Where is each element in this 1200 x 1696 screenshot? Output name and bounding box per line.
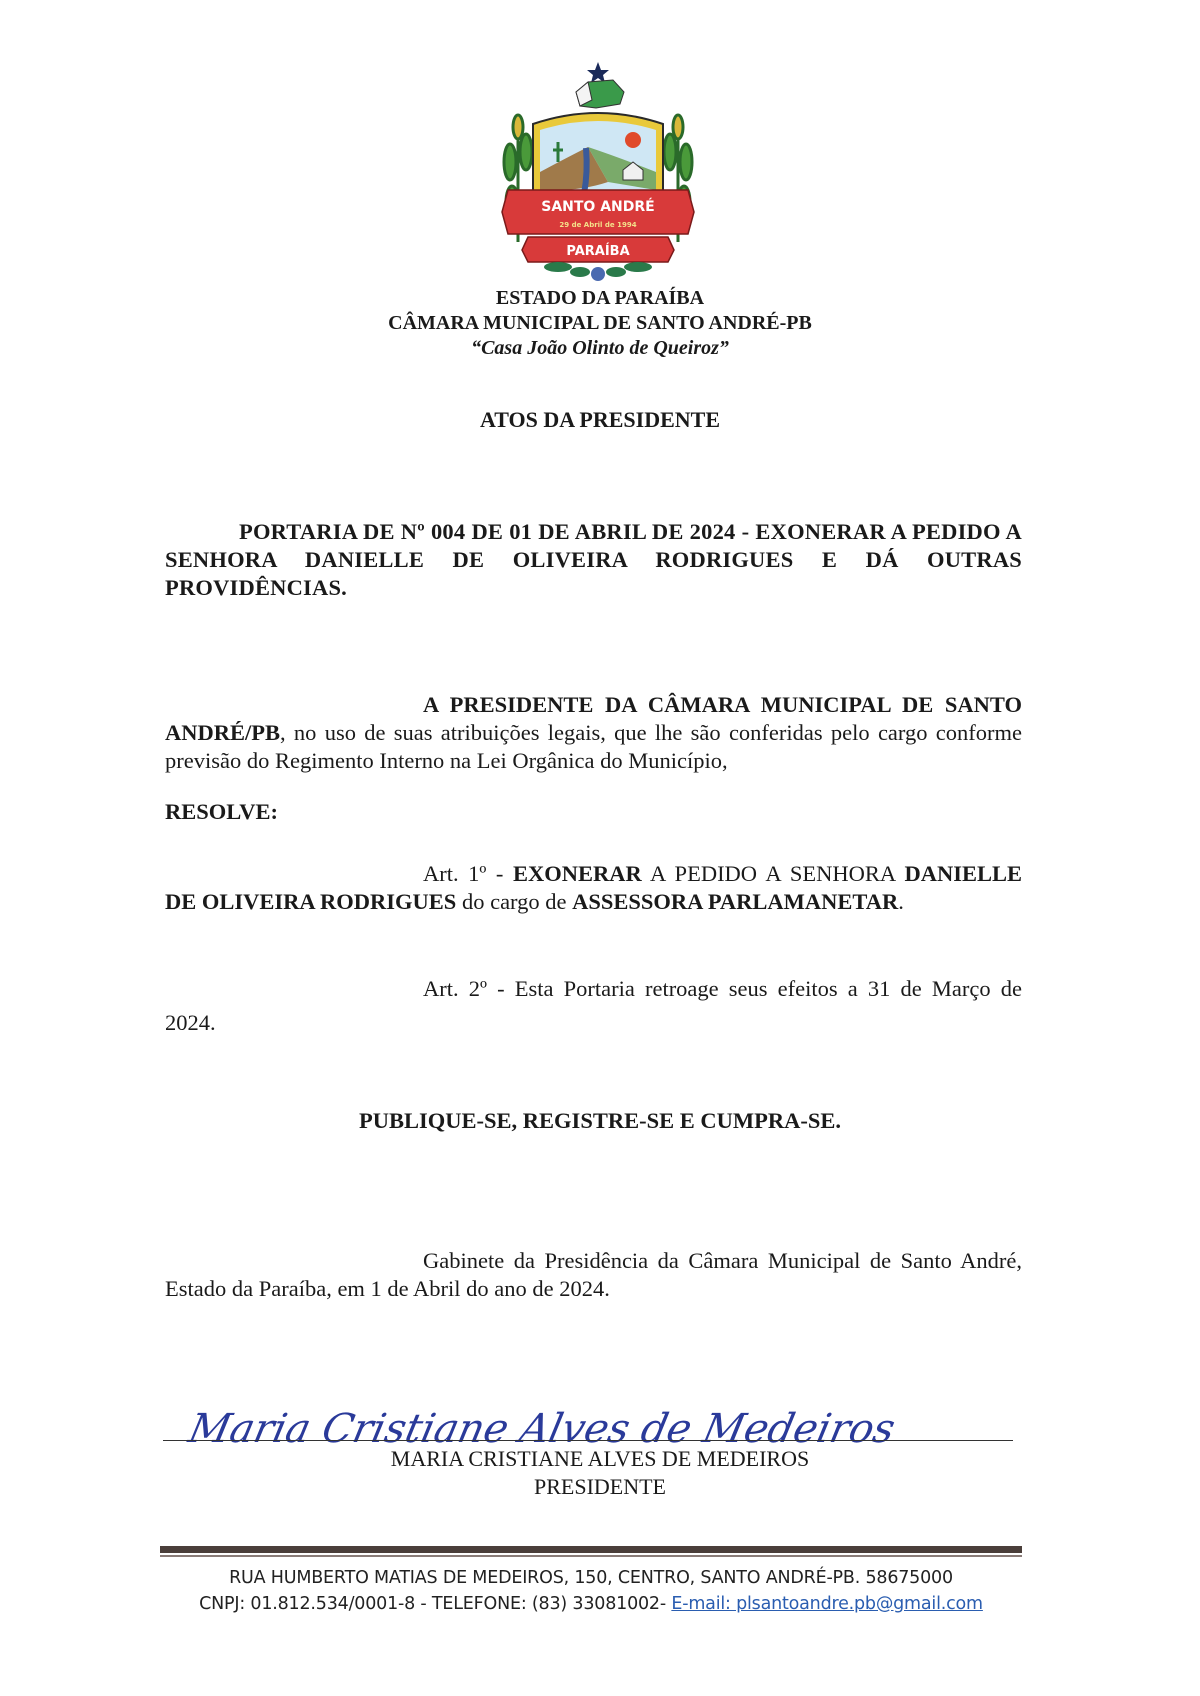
preamble-text: , no uso de suas atribuições legais, que lhe são conferidas pelo cargo conforme previsão do Regimento Interno na Lei Orgânica do Município,	[165, 720, 1022, 773]
header-house-name: “Casa João Olinto de Queiroz”	[471, 337, 729, 359]
closing-paragraph: Gabinete da Presidência da Câmara Municipal de Santo André, Estado da Paraíba, em 1 de Abril do ano de 2024.	[165, 1248, 1022, 1301]
svg-text:Maria Cristiane Alves de Medei: Maria Cristiane Alves de Medeiros	[184, 1404, 900, 1452]
header-state: ESTADO DA PARAÍBA	[495, 287, 705, 309]
preamble	[165, 691, 1022, 775]
crest-banner-state: PARAÍBA	[566, 244, 630, 259]
crest-banner-date: 29 de Abril de 1994	[559, 221, 637, 229]
portaria-title: PORTARIA DE Nº 004 DE 01 DE ABRIL DE 2024 - EXONERAR A PEDIDO A SENHORA DANIELLE DE OLIVEIRA RODRIGUES E DÁ OUTRAS PROVIDÊNCIAS.	[165, 519, 1022, 600]
footer-rule	[160, 1546, 1022, 1553]
signer-role: PRESIDENTE	[534, 1474, 666, 1499]
article-1: Art. 1º - EXONERAR A PEDIDO A SENHORA DANIELLE DE OLIVEIRA RODRIGUES do cargo de ASSESSORA PARLAMANETAR.	[165, 861, 1022, 914]
resolve-heading: RESOLVE:	[165, 799, 278, 824]
section-title: ATOS DA PRESIDENTE	[479, 407, 721, 432]
footer-contact: CNPJ: 01.812.534/0001-8 - TELEFONE: (83) 33081002- E-mail: plsantoandre.pb@gmail.com	[199, 1594, 983, 1614]
footer-address: RUA HUMBERTO MATIAS DE MEDEIROS, 150, CENTRO, SANTO ANDRÉ-PB. 58675000	[229, 1568, 953, 1588]
municipal-coat-of-arms	[488, 62, 708, 284]
header-chamber: CÂMARA MUNICIPAL DE SANTO ANDRÉ-PB	[388, 312, 812, 334]
handwritten-signature	[184, 1380, 900, 1455]
article-2: Art. 2º - Esta Portaria retroage seus efeitos a 31 de Março de 2024.	[165, 976, 1022, 1035]
signature-line	[163, 1440, 1013, 1441]
signer-name: MARIA CRISTIANE ALVES DE MEDEIROS	[390, 1446, 810, 1471]
publish-statement: PUBLIQUE-SE, REGISTRE-SE E CUMPRA-SE.	[359, 1108, 841, 1133]
footer-email-link[interactable]: E-mail: plsantoandre.pb@gmail.com	[671, 1594, 983, 1614]
footer-rule-thin	[160, 1555, 1022, 1557]
crest-banner-city: SANTO ANDRÉ	[541, 199, 655, 215]
preamble-authority: A PRESIDENTE DA CÂMARA MUNICIPAL DE SANTO ANDRÉ/PB	[165, 692, 1022, 745]
